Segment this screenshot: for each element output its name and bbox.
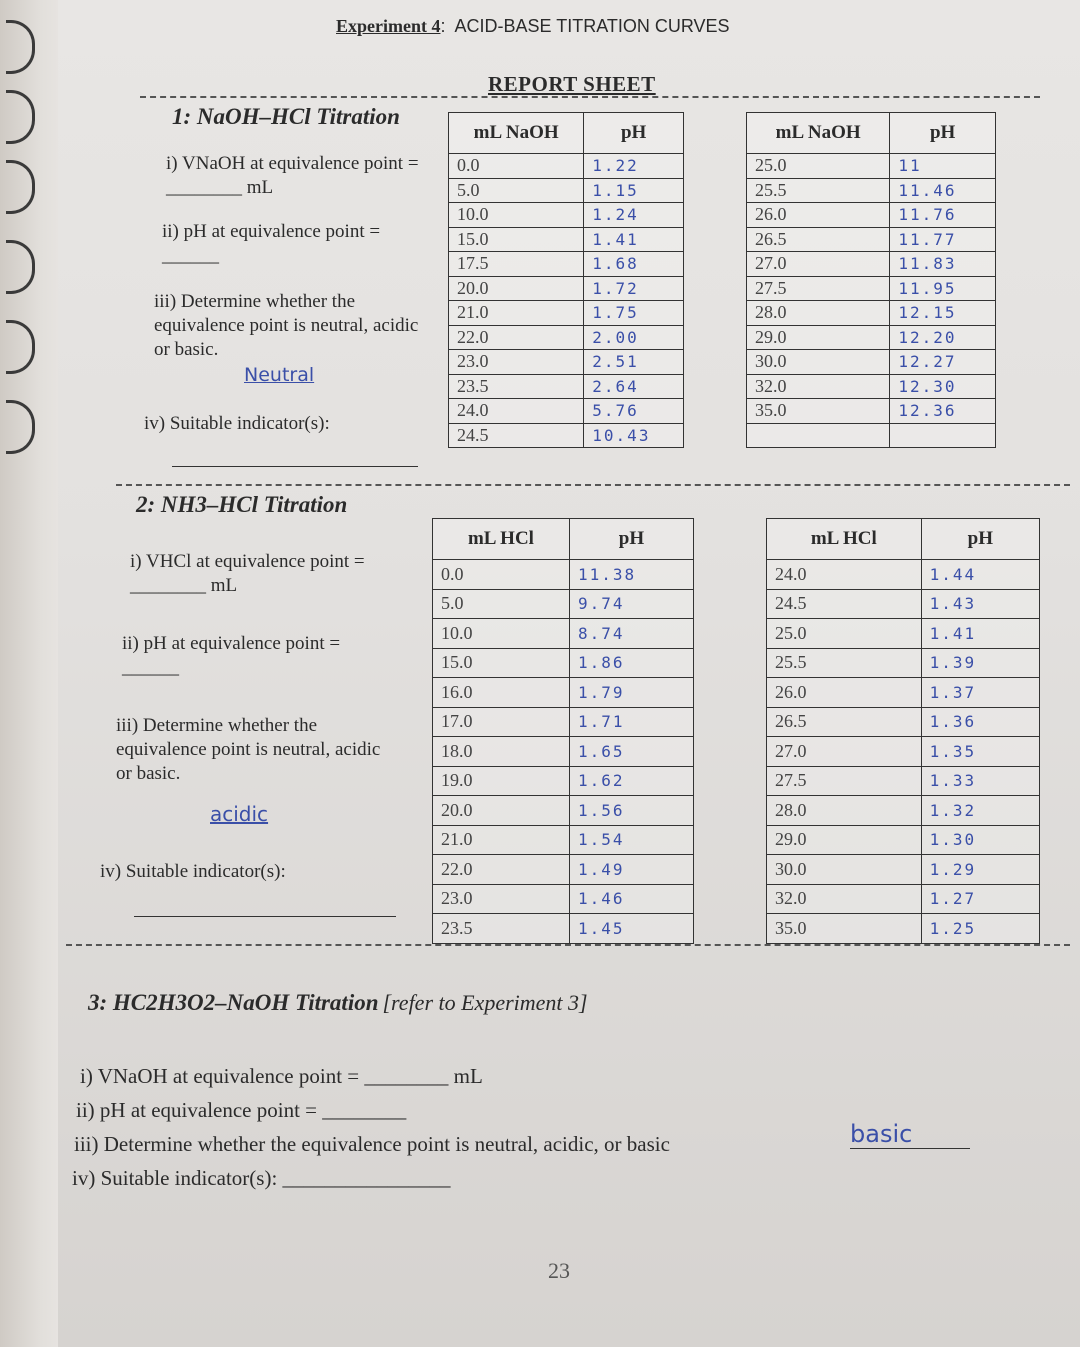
ph-cell: 11.83 xyxy=(890,252,996,277)
volume-cell: 17.5 xyxy=(449,252,584,277)
column-header: pH xyxy=(921,519,1039,560)
volume-cell: 25.5 xyxy=(767,648,922,678)
ph-cell: 1.54 xyxy=(569,825,693,855)
table-row xyxy=(767,589,1040,619)
table-row xyxy=(767,825,1040,855)
volume-cell: 21.0 xyxy=(433,825,570,855)
ph-cell: 1.39 xyxy=(921,648,1039,678)
table-row xyxy=(433,707,694,737)
ph-cell: 1.56 xyxy=(569,796,693,826)
experiment-label: Experiment 4 xyxy=(336,16,441,36)
ph-cell: 1.65 xyxy=(569,737,693,767)
table-row xyxy=(433,825,694,855)
table-row xyxy=(449,374,684,399)
table-header-row xyxy=(767,519,1040,560)
section2-q3-answer: acidic xyxy=(210,802,269,826)
volume-cell xyxy=(747,423,890,448)
section2-q4: iv) Suitable indicator(s): xyxy=(100,861,286,882)
table-row xyxy=(767,796,1040,826)
table-row xyxy=(433,884,694,914)
table-header-row xyxy=(747,113,996,154)
table-row xyxy=(767,707,1040,737)
table-row xyxy=(433,796,694,826)
volume-cell: 24.5 xyxy=(449,423,584,448)
table-row xyxy=(767,737,1040,767)
volume-cell: 22.0 xyxy=(449,325,584,350)
ph-cell: 1.32 xyxy=(921,796,1039,826)
page-number: 23 xyxy=(548,1258,570,1283)
volume-cell: 24.0 xyxy=(767,560,922,590)
volume-cell: 35.0 xyxy=(767,914,922,944)
column-header: pH xyxy=(584,113,684,154)
table-row xyxy=(433,766,694,796)
column-header: mL HCl xyxy=(767,519,922,560)
table-row xyxy=(747,350,996,375)
ph-cell: 1.25 xyxy=(921,914,1039,944)
ph-cell: 1.33 xyxy=(921,766,1039,796)
table-row xyxy=(767,766,1040,796)
ph-cell: 11.76 xyxy=(890,203,996,228)
ph-cell: 12.27 xyxy=(890,350,996,375)
table-row xyxy=(767,560,1040,590)
table-row xyxy=(747,178,996,203)
volume-cell: 30.0 xyxy=(767,855,922,885)
ph-cell: 11 xyxy=(890,154,996,179)
spiral-binding xyxy=(0,0,58,1347)
table-row xyxy=(767,678,1040,708)
volume-cell: 17.0 xyxy=(433,707,570,737)
ph-cell: 5.76 xyxy=(584,399,684,424)
volume-cell: 27.5 xyxy=(767,766,922,796)
volume-cell: 29.0 xyxy=(747,325,890,350)
ph-cell: 2.51 xyxy=(584,350,684,375)
table-row xyxy=(433,737,694,767)
volume-cell: 28.0 xyxy=(767,796,922,826)
volume-cell: 19.0 xyxy=(433,766,570,796)
volume-cell: 23.0 xyxy=(433,884,570,914)
table-row xyxy=(747,301,996,326)
binding-ring xyxy=(6,20,35,74)
section3-title: 3: HC2H3O2–NaOH Titration xyxy=(88,990,379,1015)
experiment-header: Experiment 4: ACID-BASE TITRATION CURVES xyxy=(336,16,730,36)
binding-ring xyxy=(6,400,35,454)
table-row xyxy=(449,399,684,424)
divider xyxy=(116,484,1070,486)
volume-cell: 26.5 xyxy=(747,227,890,252)
volume-cell: 25.0 xyxy=(747,154,890,179)
section2-indicator-line xyxy=(134,900,396,917)
table-row xyxy=(767,914,1040,944)
section3-note: [refer to Experiment 3] xyxy=(382,990,588,1015)
volume-cell: 20.0 xyxy=(433,796,570,826)
table-row xyxy=(433,678,694,708)
volume-cell: 24.0 xyxy=(449,399,584,424)
divider xyxy=(66,944,1070,946)
section2-title: 2: NH3–HCl Titration xyxy=(136,492,348,517)
table-row xyxy=(449,252,684,277)
volume-cell: 28.0 xyxy=(747,301,890,326)
table-row xyxy=(449,325,684,350)
binding-ring xyxy=(6,240,35,294)
volume-cell: 26.5 xyxy=(767,707,922,737)
binding-ring xyxy=(6,160,35,214)
ph-cell: 1.43 xyxy=(921,589,1039,619)
volume-cell: 30.0 xyxy=(747,350,890,375)
volume-cell: 5.0 xyxy=(449,178,584,203)
section2-q3: iii) Determine whether the equivalence point is neutral, acidic or basic. xyxy=(116,715,381,784)
section1-table-right xyxy=(746,112,996,448)
volume-cell: 32.0 xyxy=(767,884,922,914)
volume-cell: 29.0 xyxy=(767,825,922,855)
volume-cell: 24.5 xyxy=(767,589,922,619)
volume-cell: 18.0 xyxy=(433,737,570,767)
table-row xyxy=(767,619,1040,649)
volume-cell: 26.0 xyxy=(747,203,890,228)
divider xyxy=(140,96,1040,98)
column-header: mL NaOH xyxy=(747,113,890,154)
section3-q3-answer: basic xyxy=(850,1120,970,1149)
table-row xyxy=(449,350,684,375)
ph-cell: 11.38 xyxy=(569,560,693,590)
ph-cell: 1.68 xyxy=(584,252,684,277)
ph-cell: 1.86 xyxy=(569,648,693,678)
ph-cell: 12.15 xyxy=(890,301,996,326)
ph-cell: 8.74 xyxy=(569,619,693,649)
table-row xyxy=(767,648,1040,678)
ph-cell: 10.43 xyxy=(584,423,684,448)
ph-cell: 12.20 xyxy=(890,325,996,350)
ph-cell: 1.30 xyxy=(921,825,1039,855)
table-row xyxy=(433,589,694,619)
ph-cell: 11.95 xyxy=(890,276,996,301)
table-row xyxy=(747,276,996,301)
section3-q4: iv) Suitable indicator(s): ________________ xyxy=(72,1166,451,1190)
section1-q2: ii) pH at equivalence point = ______ xyxy=(162,221,381,266)
table-row xyxy=(747,423,996,448)
ph-cell: 1.24 xyxy=(584,203,684,228)
volume-cell: 23.0 xyxy=(449,350,584,375)
section2-q1: i) VHCl at equivalence point = ________ mL xyxy=(130,551,365,596)
ph-cell: 1.41 xyxy=(921,619,1039,649)
table-row xyxy=(747,154,996,179)
volume-cell: 16.0 xyxy=(433,678,570,708)
table-row xyxy=(449,154,684,179)
table-row xyxy=(433,914,694,944)
section2-table-left xyxy=(432,518,694,944)
column-header: pH xyxy=(890,113,996,154)
ph-cell: 1.35 xyxy=(921,737,1039,767)
ph-cell: 1.37 xyxy=(921,678,1039,708)
section1-q3-answer: Neutral xyxy=(244,364,315,386)
experiment-title: ACID-BASE TITRATION CURVES xyxy=(454,16,730,36)
volume-cell: 25.5 xyxy=(747,178,890,203)
ph-cell: 1.15 xyxy=(584,178,684,203)
table-row xyxy=(747,252,996,277)
volume-cell: 10.0 xyxy=(433,619,570,649)
ph-cell: 11.77 xyxy=(890,227,996,252)
volume-cell: 32.0 xyxy=(747,374,890,399)
ph-cell: 12.36 xyxy=(890,399,996,424)
volume-cell: 0.0 xyxy=(433,560,570,590)
ph-cell: 1.27 xyxy=(921,884,1039,914)
table-row xyxy=(747,374,996,399)
section1-indicator-line xyxy=(172,450,418,467)
section3-q3: iii) Determine whether the equivalence point is neutral, acidic, or basic xyxy=(74,1132,670,1156)
volume-cell: 22.0 xyxy=(433,855,570,885)
table-row xyxy=(433,619,694,649)
volume-cell: 0.0 xyxy=(449,154,584,179)
table-row xyxy=(747,325,996,350)
ph-cell: 1.72 xyxy=(584,276,684,301)
table-header-row xyxy=(433,519,694,560)
binding-ring xyxy=(6,320,35,374)
ph-cell: 1.79 xyxy=(569,678,693,708)
volume-cell: 20.0 xyxy=(449,276,584,301)
volume-cell: 27.0 xyxy=(767,737,922,767)
ph-cell: 2.00 xyxy=(584,325,684,350)
section1-q4: iv) Suitable indicator(s): xyxy=(144,413,330,434)
ph-cell: 1.41 xyxy=(584,227,684,252)
ph-cell: 1.44 xyxy=(921,560,1039,590)
volume-cell: 23.5 xyxy=(449,374,584,399)
ph-cell: 12.30 xyxy=(890,374,996,399)
report-sheet-title: REPORT SHEET xyxy=(488,72,656,96)
section2-table-right xyxy=(766,518,1040,944)
section1-q1: i) VNaOH at equivalence point = ________ mL xyxy=(166,153,419,198)
ph-cell xyxy=(890,423,996,448)
volume-cell: 23.5 xyxy=(433,914,570,944)
section3-heading xyxy=(88,990,588,1016)
section1-table-left xyxy=(448,112,684,448)
ph-cell: 9.74 xyxy=(569,589,693,619)
volume-cell: 21.0 xyxy=(449,301,584,326)
volume-cell: 10.0 xyxy=(449,203,584,228)
table-row xyxy=(449,423,684,448)
volume-cell: 27.0 xyxy=(747,252,890,277)
section1-q3: iii) Determine whether the equivalence point is neutral, acidic or basic. xyxy=(154,291,419,360)
table-row xyxy=(433,648,694,678)
table-row xyxy=(767,884,1040,914)
ph-cell: 11.46 xyxy=(890,178,996,203)
column-header: pH xyxy=(569,519,693,560)
ph-cell: 1.46 xyxy=(569,884,693,914)
table-row xyxy=(449,276,684,301)
ph-cell: 1.36 xyxy=(921,707,1039,737)
volume-cell: 15.0 xyxy=(449,227,584,252)
section2-q2: ii) pH at equivalence point = ______ xyxy=(122,633,341,678)
ph-cell: 1.45 xyxy=(569,914,693,944)
column-header: mL NaOH xyxy=(449,113,584,154)
table-row xyxy=(449,301,684,326)
ph-cell: 1.22 xyxy=(584,154,684,179)
volume-cell: 26.0 xyxy=(767,678,922,708)
ph-cell: 1.75 xyxy=(584,301,684,326)
section3-q1: i) VNaOH at equivalence point = ________ mL xyxy=(80,1064,483,1088)
table-row xyxy=(449,227,684,252)
table-row xyxy=(747,227,996,252)
table-row xyxy=(767,855,1040,885)
section1-title: 1: NaOH–HCl Titration xyxy=(172,104,400,129)
volume-cell: 27.5 xyxy=(747,276,890,301)
volume-cell: 25.0 xyxy=(767,619,922,649)
ph-cell: 1.71 xyxy=(569,707,693,737)
binding-ring xyxy=(6,90,35,144)
table-row xyxy=(433,560,694,590)
table-row xyxy=(433,855,694,885)
ph-cell: 1.62 xyxy=(569,766,693,796)
column-header: mL HCl xyxy=(433,519,570,560)
volume-cell: 5.0 xyxy=(433,589,570,619)
ph-cell: 2.64 xyxy=(584,374,684,399)
table-row xyxy=(747,399,996,424)
volume-cell: 15.0 xyxy=(433,648,570,678)
volume-cell: 35.0 xyxy=(747,399,890,424)
ph-cell: 1.29 xyxy=(921,855,1039,885)
table-row xyxy=(449,178,684,203)
table-row xyxy=(449,203,684,228)
table-header-row xyxy=(449,113,684,154)
ph-cell: 1.49 xyxy=(569,855,693,885)
table-row xyxy=(747,203,996,228)
section3-q2: ii) pH at equivalence point = ________ xyxy=(76,1098,407,1122)
